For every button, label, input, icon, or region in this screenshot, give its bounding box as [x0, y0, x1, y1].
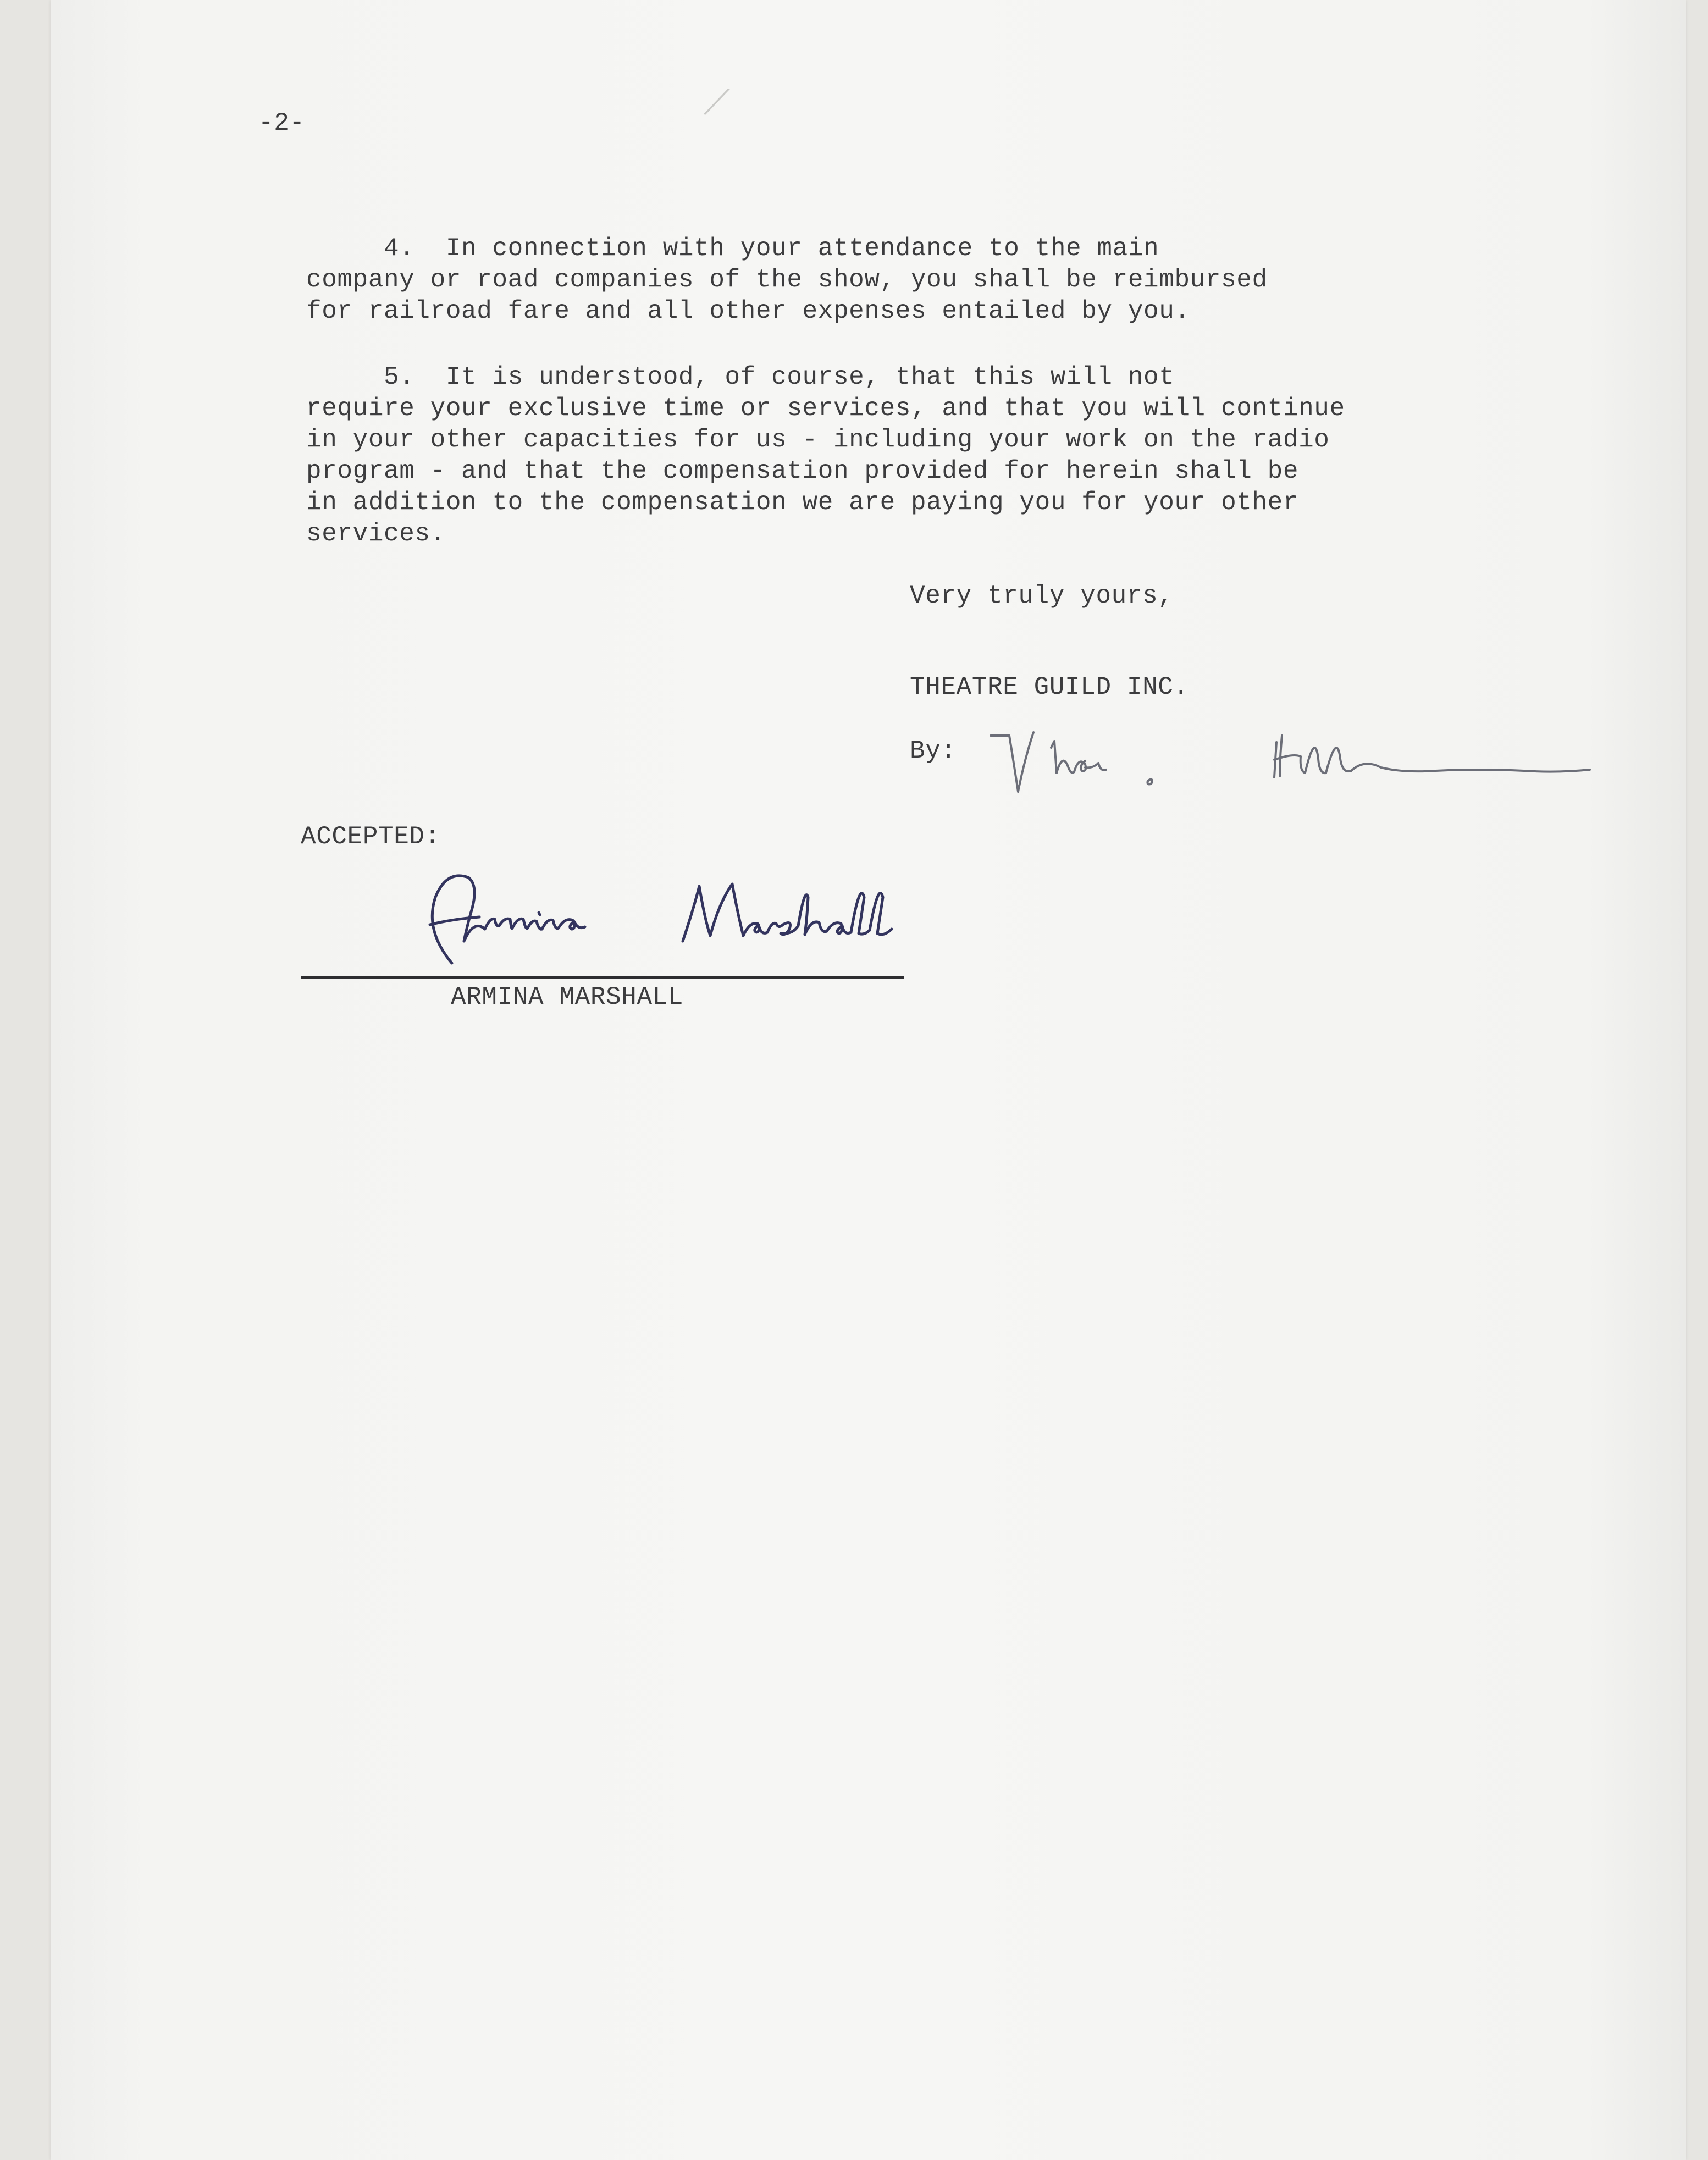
- pencil-mark: ⁄: [710, 77, 724, 126]
- closing-line: Very truly yours,: [910, 582, 1174, 610]
- accepted-label: ACCEPTED:: [301, 822, 440, 851]
- paragraph-4: [306, 233, 1268, 327]
- signature-line: [301, 976, 904, 979]
- paragraph-5: [306, 362, 1345, 550]
- paragraph-line: 4. In connection with your attendance to the main: [306, 234, 1159, 263]
- by-label: By:: [910, 737, 957, 765]
- paragraph-line: 5. It is understood, of course, that this will not: [306, 363, 1175, 391]
- armina-marshall-signature: [413, 864, 1018, 974]
- paragraph-line: program - and that the compensation provided for herein shall be: [306, 457, 1299, 485]
- signatory-name: ARMINA MARSHALL: [451, 983, 684, 1012]
- letter-page: [51, 0, 1686, 2160]
- paragraph-line: company or road companies of the show, you shall be reimbursed: [306, 266, 1268, 294]
- paragraph-line: for railroad fare and all other expenses entailed by you.: [306, 297, 1190, 325]
- paragraph-line: services.: [306, 520, 446, 548]
- paragraph-line: in your other capacities for us - including your work on the radio: [306, 426, 1330, 454]
- theatre-guild-signature: [985, 720, 1601, 808]
- paragraph-line: in addition to the compensation we are paying you for your other: [306, 488, 1299, 517]
- company-name: THEATRE GUILD INC.: [910, 673, 1189, 701]
- page-number: -2-: [258, 109, 305, 137]
- paragraph-line: require your exclusive time or services, and that you will continue: [306, 394, 1345, 423]
